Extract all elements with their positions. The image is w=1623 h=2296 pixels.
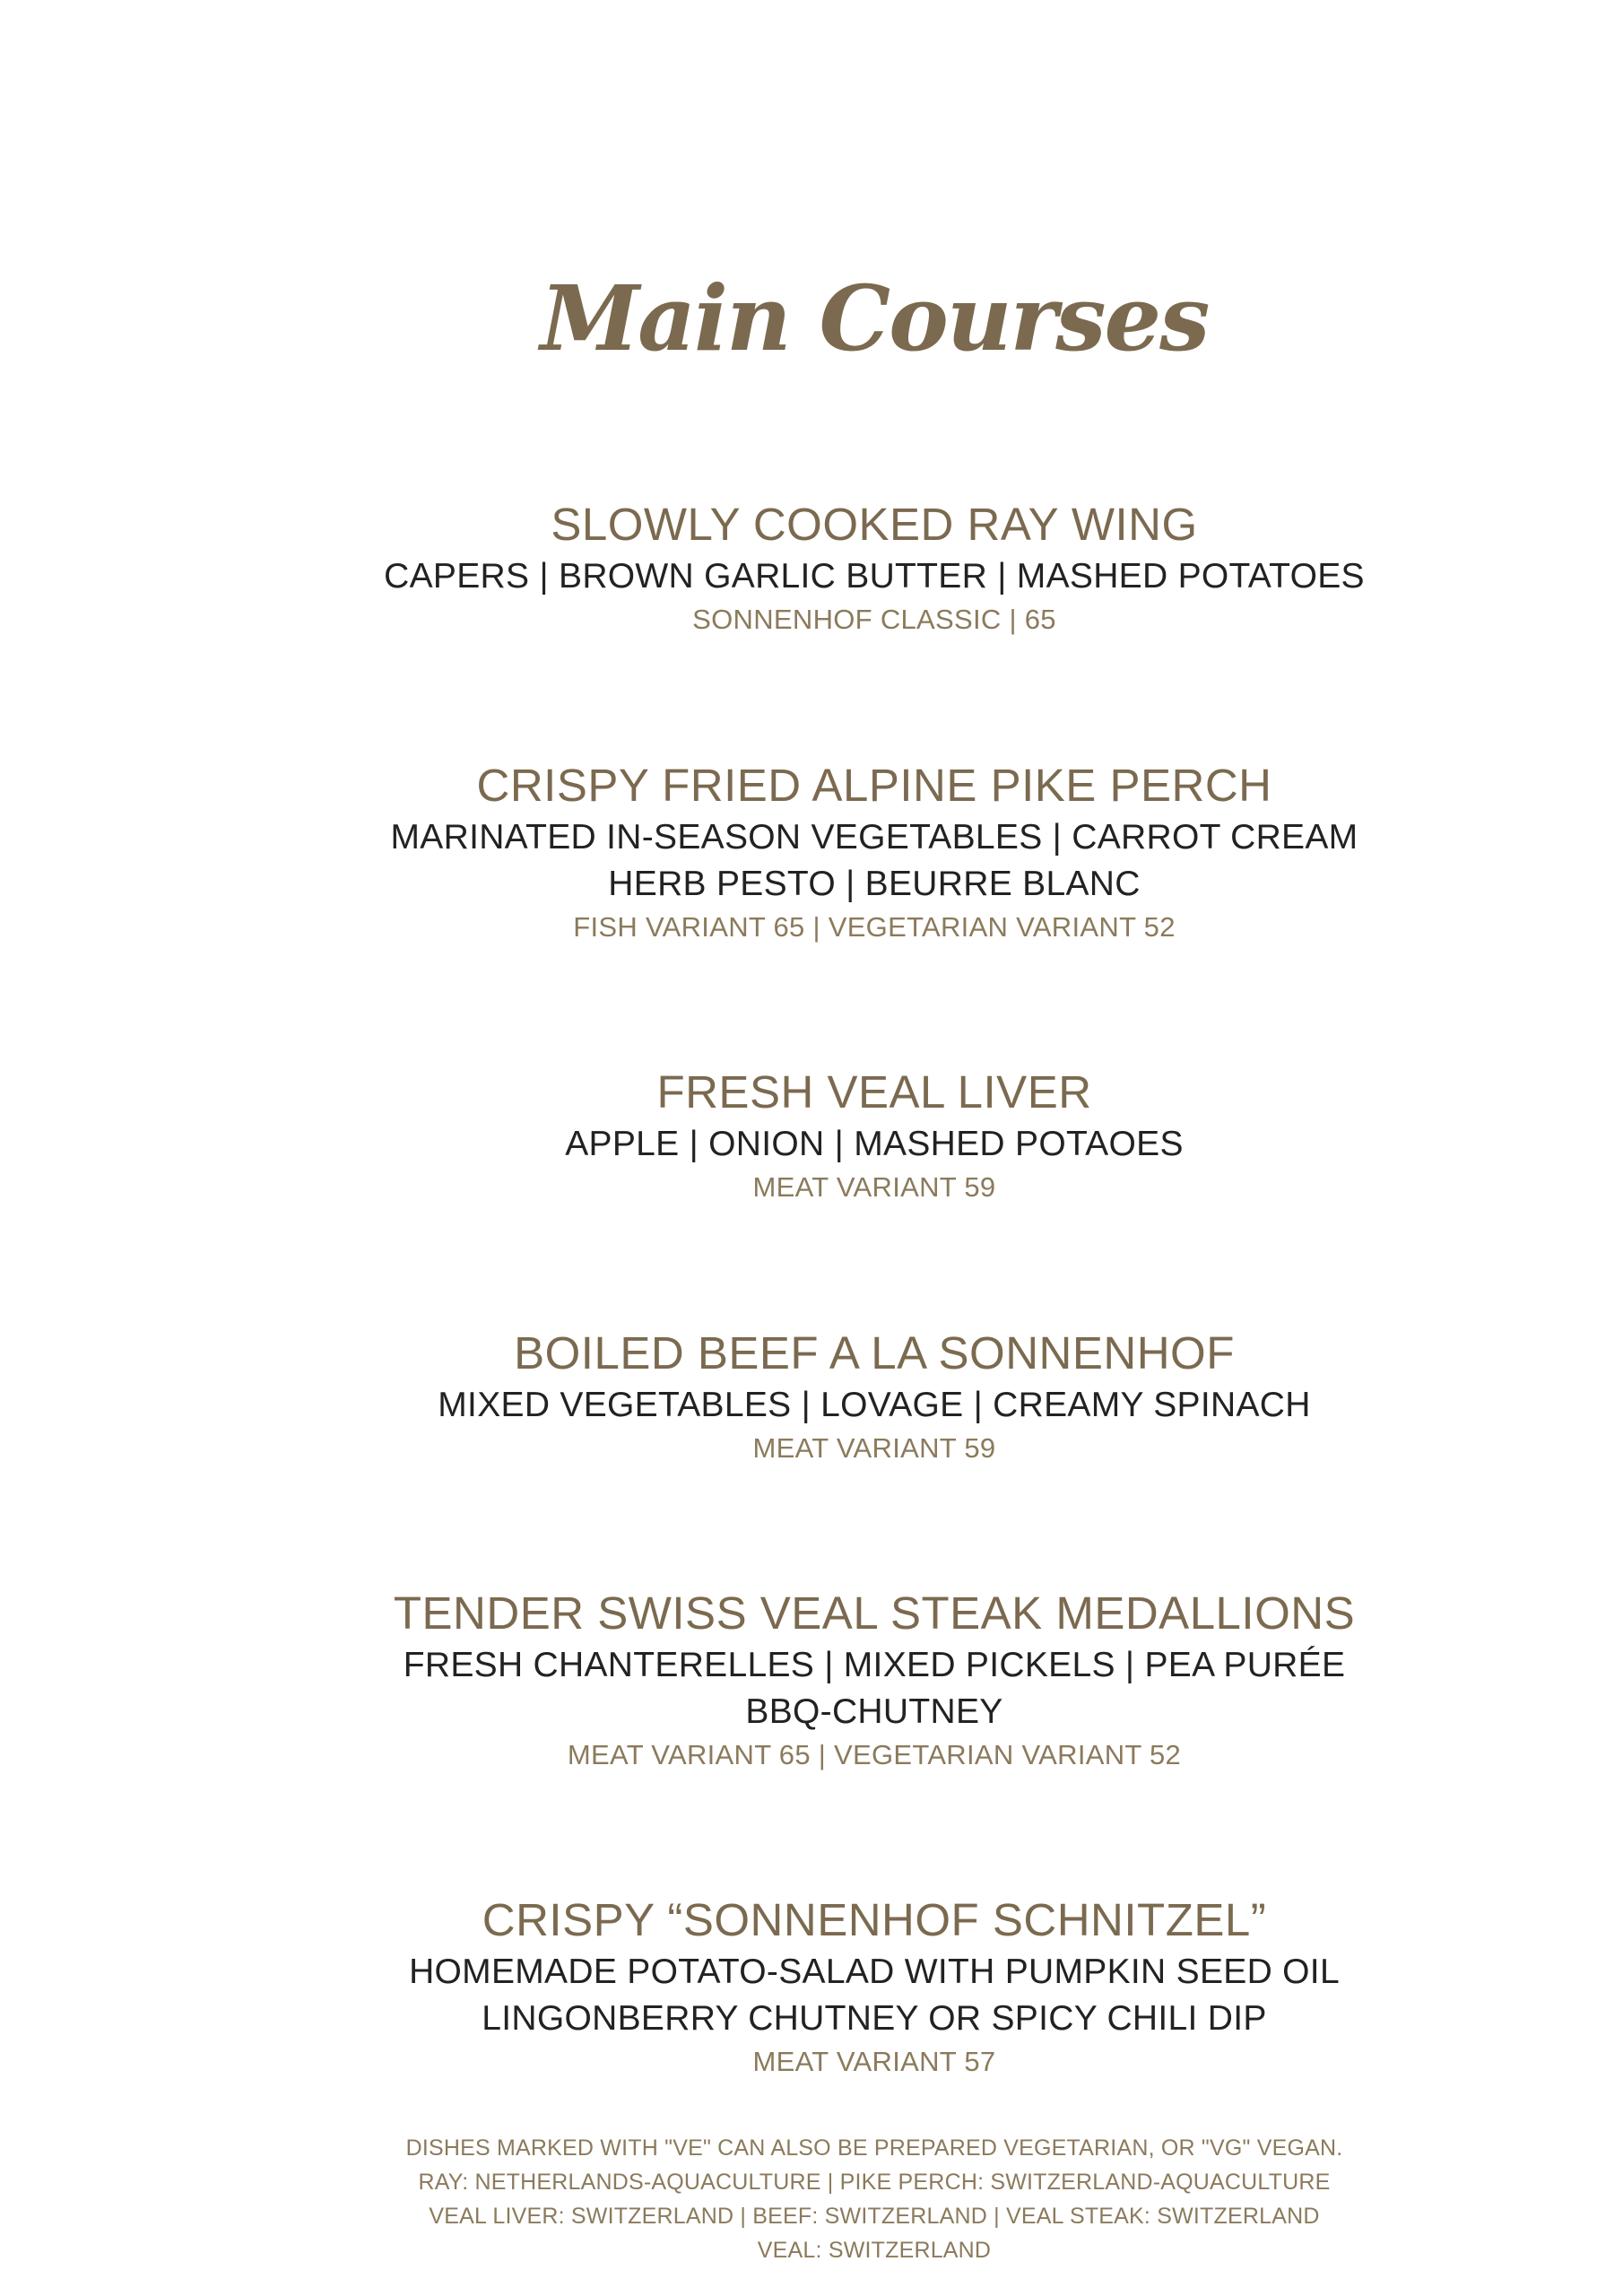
description-line: HERB PESTO | BEURRE BLANC (608, 865, 1141, 903)
description-line: CAPERS | BROWN GARLIC BUTTER | MASHED POTATOES (384, 557, 1365, 596)
footnote-line: VEAL: SWITZERLAND (757, 2238, 992, 2263)
dish-description (0, 1949, 1623, 2042)
description-line: MIXED VEGETABLES | LOVAGE | CREAMY SPINACH (438, 1386, 1311, 1424)
dish-description (0, 1642, 1623, 1735)
dish-description (0, 1121, 1623, 1168)
dish-name: CRISPY FRIED ALPINE PIKE PERCH (476, 760, 1272, 811)
footnote-line: VEAL LIVER: SWITZERLAND | BEEF: SWITZERLAND | VEAL STEAK: SWITZERLAND (429, 2204, 1320, 2229)
dish-ray-wing (0, 496, 1623, 639)
dish-name: SLOWLY COOKED RAY WING (551, 499, 1198, 550)
description-line: BBQ-CHUTNEY (745, 1692, 1003, 1731)
dish-schnitzel (0, 1892, 1623, 2082)
dish-price: MEAT VARIANT 59 (752, 1171, 996, 1203)
dish-price: FISH VARIANT 65 | VEGETARIAN VARIANT 52 (573, 911, 1176, 943)
description-line: FRESH CHANTERELLES | MIXED PICKELS | PEA PURÉE (403, 1646, 1346, 1684)
dish-price: MEAT VARIANT 65 | VEGETARIAN VARIANT 52 (567, 1739, 1182, 1770)
description-line: HOMEMADE POTATO-SALAD WITH PUMPKIN SEED OIL (409, 1952, 1340, 1991)
description-line: APPLE | ONION | MASHED POTAOES (565, 1125, 1184, 1163)
footnote-line: RAY: NETHERLANDS-AQUACULTURE | PIKE PERCH: SWITZERLAND-AQUACULTURE (418, 2170, 1331, 2195)
dish-price: SONNENHOF CLASSIC | 65 (692, 604, 1056, 635)
dish-description (0, 814, 1623, 908)
dish-description (0, 553, 1623, 600)
dish-veal-liver (0, 1064, 1623, 1207)
dish-name: CRISPY “SONNENHOF SCHNITZEL” (482, 1894, 1267, 1945)
footnote-line: DISHES MARKED WITH "VE" CAN ALSO BE PREPARED VEGETARIAN, OR "VG" VEGAN. (405, 2135, 1343, 2161)
dish-boiled-beef (0, 1325, 1623, 1468)
dish-name: BOILED BEEF A LA SONNENHOF (514, 1327, 1235, 1378)
dish-name: TENDER SWISS VEAL STEAK MEDALLIONS (393, 1587, 1356, 1639)
footnotes (0, 2131, 1623, 2267)
page-title: Main Courses (540, 265, 1209, 371)
dish-price: MEAT VARIANT 57 (752, 2046, 996, 2077)
dish-name: FRESH VEAL LIVER (656, 1066, 1092, 1118)
dish-price: MEAT VARIANT 59 (752, 1432, 996, 1464)
dish-pike-perch (0, 757, 1623, 947)
dish-description (0, 1382, 1623, 1429)
dish-veal-steak (0, 1585, 1623, 1775)
description-line: MARINATED IN-SEASON VEGETABLES | CARROT CREAM (390, 818, 1358, 857)
description-line: LINGONBERRY CHUTNEY OR SPICY CHILI DIP (482, 1999, 1267, 2038)
